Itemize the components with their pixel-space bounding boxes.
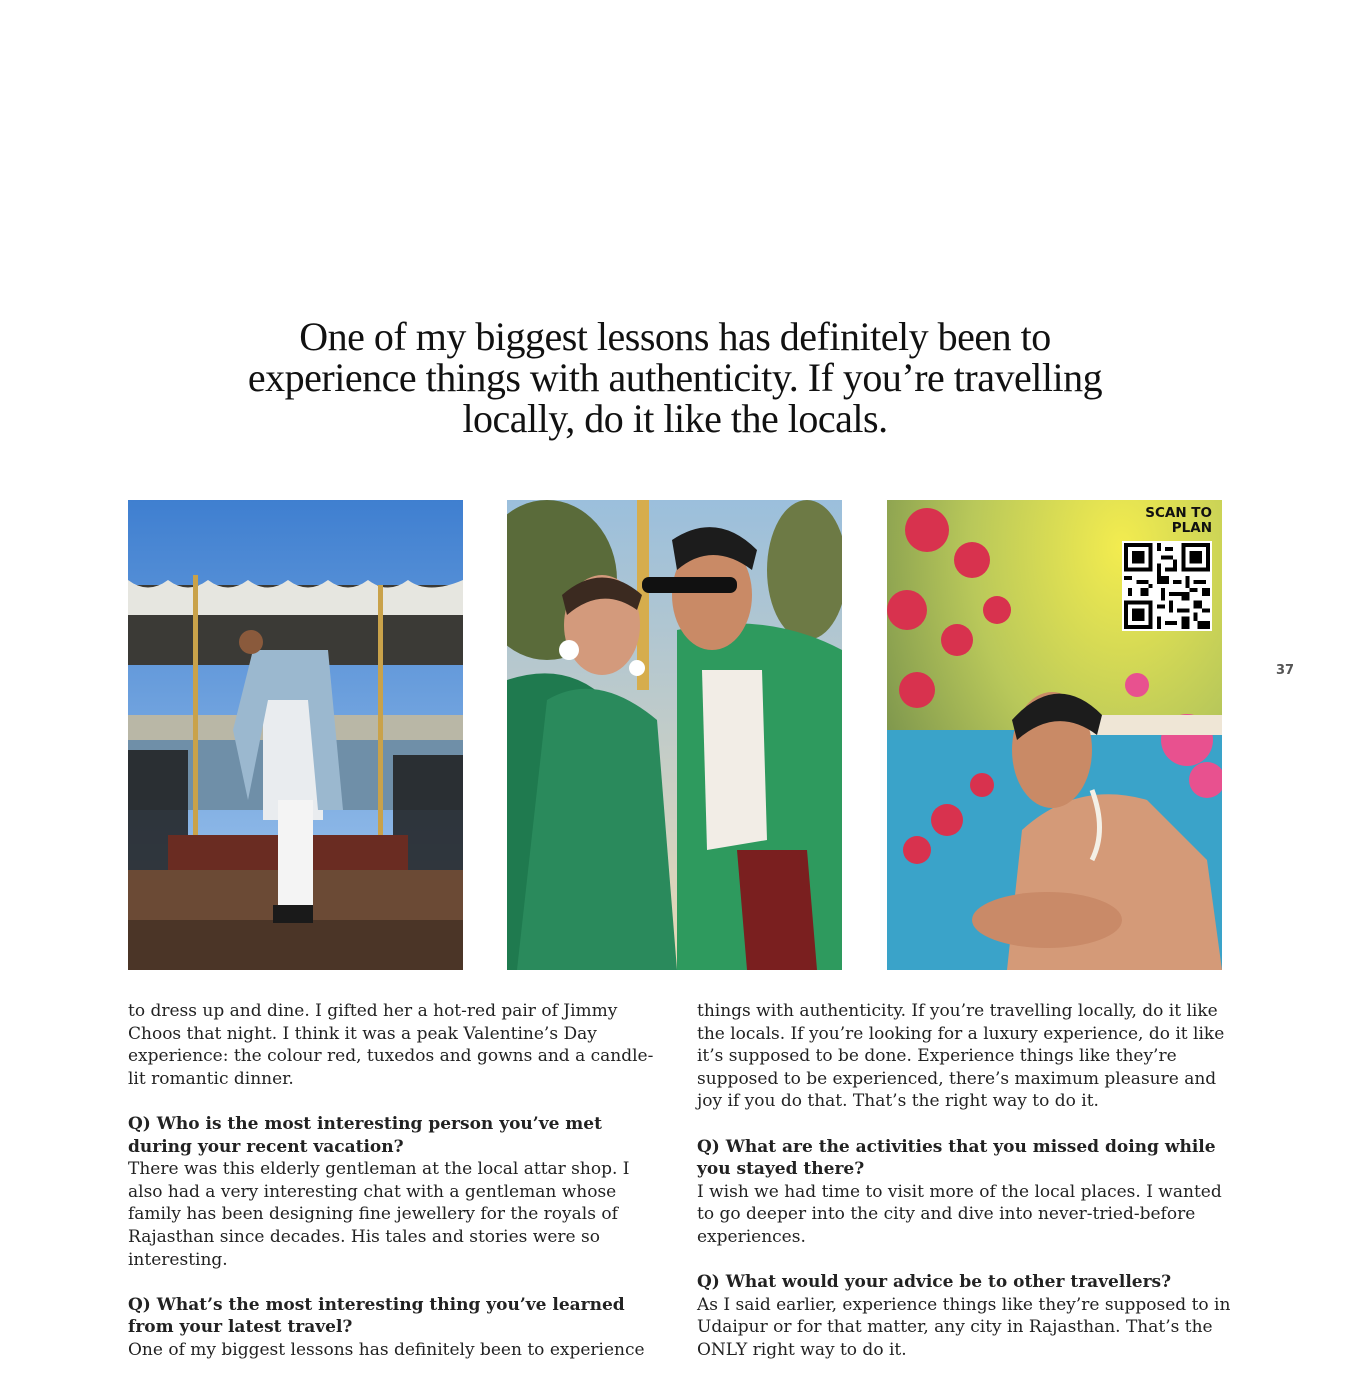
photo-boat	[128, 500, 463, 970]
question: Q) What’s the most interesting thing you’ve learned from your latest travel?	[128, 1294, 625, 1338]
answer: I wish we had time to visit more of the local places. I wanted to go deeper into the city and dive into never-tried-before experiences.	[697, 1181, 1222, 1247]
article-column-right	[697, 1000, 1237, 1384]
pull-quote	[200, 316, 1150, 439]
answer: As I said earlier, experience things like they’re supposed to in Udaipur or for that matter, any city in Rajasthan. That’s the ONLY right way to do it.	[697, 1294, 1231, 1360]
qr-callout[interactable]	[1118, 506, 1212, 631]
pull-quote-line: One of my biggest lessons has definitely been to	[299, 314, 1051, 359]
paragraph: things with authenticity. If you’re travelling locally, do it like the locals. If you’re looking for a luxury experience, do it like it’s supposed to be done. Experience things like they’re supposed to be experienced, there’s maximum pleasure and joy if you do that. That’s the right way to do it.	[697, 1001, 1225, 1112]
article-column-left	[128, 1000, 668, 1384]
question: Q) What are the activities that you missed doing while you stayed there?	[697, 1136, 1216, 1180]
pull-quote-line: locally, do it like the locals.	[462, 396, 888, 441]
pull-quote-line: experience things with authenticity. If you’re travelling	[247, 355, 1103, 400]
qr-label-line: PLAN	[1171, 520, 1212, 536]
answer: One of my biggest lessons has definitely been to experience	[128, 1339, 645, 1360]
qr-label	[1118, 506, 1212, 536]
question: Q) What would your advice be to other travellers?	[697, 1272, 1172, 1293]
answer: There was this elderly gentleman at the local attar shop. I also had a very interesting chat with a gentleman whose family has been designing fine jewellery for the royals of Rajasthan since decades. His tales and stories were so interesting.	[128, 1159, 630, 1270]
photo-pool	[887, 500, 1222, 970]
qr-code[interactable]	[1122, 541, 1212, 631]
photo-couple	[507, 500, 842, 970]
question: Q) Who is the most interesting person you’ve met during your recent vacation?	[128, 1113, 602, 1157]
qr-label-line: SCAN TO	[1145, 505, 1212, 521]
page-number: 37	[1276, 663, 1295, 678]
paragraph: to dress up and dine. I gifted her a hot-red pair of Jimmy Choos that night. I think it was a peak Valentine’s Day experience: the colour red, tuxedos and gowns and a candle-lit romantic dinner.	[128, 1001, 654, 1089]
